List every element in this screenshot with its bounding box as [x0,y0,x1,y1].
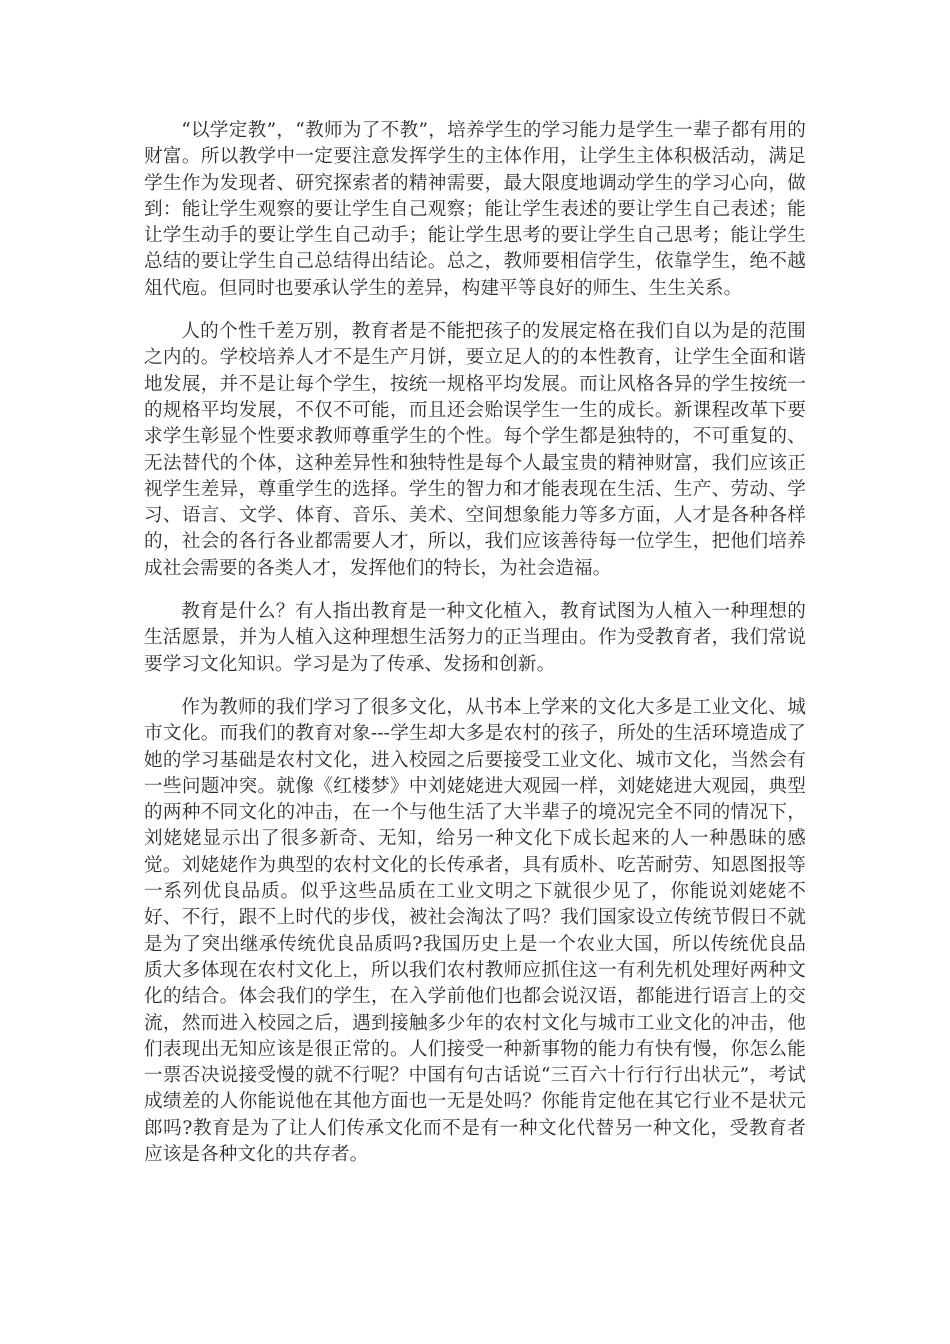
paragraph-4: 作为教师的我们学习了很多文化，从书本上学来的文化大多是工业文化、城市文化。而我们的教育对象---学生却大多是农村的孩子，所处的生活环境造成了她的学习基础是农村文化，进入校园之后要接受工业文化、城市文化，当然会有一些问题冲突。就像《红楼梦》中刘姥姥进大观园一样，刘姥姥进大观园，典型的两种不同文化的冲击，在一个与他生活了大半辈子的境况完全不同的情况下，刘姥姥显示出了很多新奇、无知，给另一种文化下成长起来的人一种愚昧的感觉。刘姥姥作为典型的农村文化的长传承者，具有质朴、吃苦耐劳、知恩图报等一系列优良品质。似乎这些品质在工业文明之下就很少见了，你能说刘姥姥不好、不行，跟不上时代的步伐，被社会淘汰了吗？我们国家设立传统节假日不就是为了突出继承传统优良品质吗?我国历史上是一个农业大国，所以传统优良品质大多体现在农村文化上，所以我们农村教师应抓住这一有利先机处理好两种文化的结合。体会我们的学生，在入学前他们也都会说汉语，都能进行语言上的交流，然而进入校园之后，遇到接触多少年的农村文化与城市工业文化的冲击，他们表现出无知应该是很正常的。人们接受一种新事物的能力有快有慢，你怎么能一票否决说接受慢的就不行呢？中国有句古话说“三百六十行行行出状元”，考试成绩差的人你能说他在其他方面也一无是处吗？你能肯定他在其它行业不是状元郎吗?教育是为了让人们传承文化而不是有一种文化代替另一种文化，受教育者应该是各种文化的共存者。 [144,696,806,1165]
document-body [144,118,806,1168]
paragraph-1: “以学定教”，“教师为了不教”，培养学生的学习能力是学生一辈子都有用的财富。所以教学中一定要注意发挥学生的主体作用，让学生主体积极活动，满足学生作为发现者、研究探索者的精神需要，最大限度地调动学生的学习心向，做到：能让学生观察的要让学生自己观察；能让学生表述的要让学生自己表述；能让学生动手的要让学生自己动手；能让学生思考的要让学生自己思考；能让学生总结的要让学生自己总结得出结论。总之，教师要相信学生，依靠学生，绝不越俎代庖。但同时也要承认学生的差异，构建平等良好的师生、生生关系。 [144,120,806,299]
paragraph-2: 人的个性千差万别，教育者是不能把孩子的发展定格在我们自以为是的范围之内的。学校培养人才不是生产月饼，要立足人的的本性教育，让学生全面和谐地发展，并不是让每个学生，按统一规格平均发展。而让风格各异的学生按统一的规格平均发展，不仅不可能，而且还会贻误学生一生的成长。新课程改革下要求学生彰显个性要求教师尊重学生的个性。每个学生都是独特的，不可重复的、无法替代的个体，这种差异性和独特性是每个人最宝贵的精神财富，我们应该正视学生差异，尊重学生的选择。学生的智力和才能表现在生活、生产、劳动、学习、语言、文学、体育、音乐、美术、空间想象能力等多方面，人才是各种各样的，社会的各行各业都需要人才，所以，我们应该善待每一位学生，把他们培养成社会需要的各类人才，发挥他们的特长，为社会造福。 [144,321,806,579]
paragraph-3: 教育是什么？有人指出教育是一种文化植入，教育试图为人植入一种理想的生活愿景，并为人植入这种理想生活努力的正当理由。作为受教育者，我们常说要学习文化知识。学习是为了传承、发扬和创新。 [144,601,806,675]
